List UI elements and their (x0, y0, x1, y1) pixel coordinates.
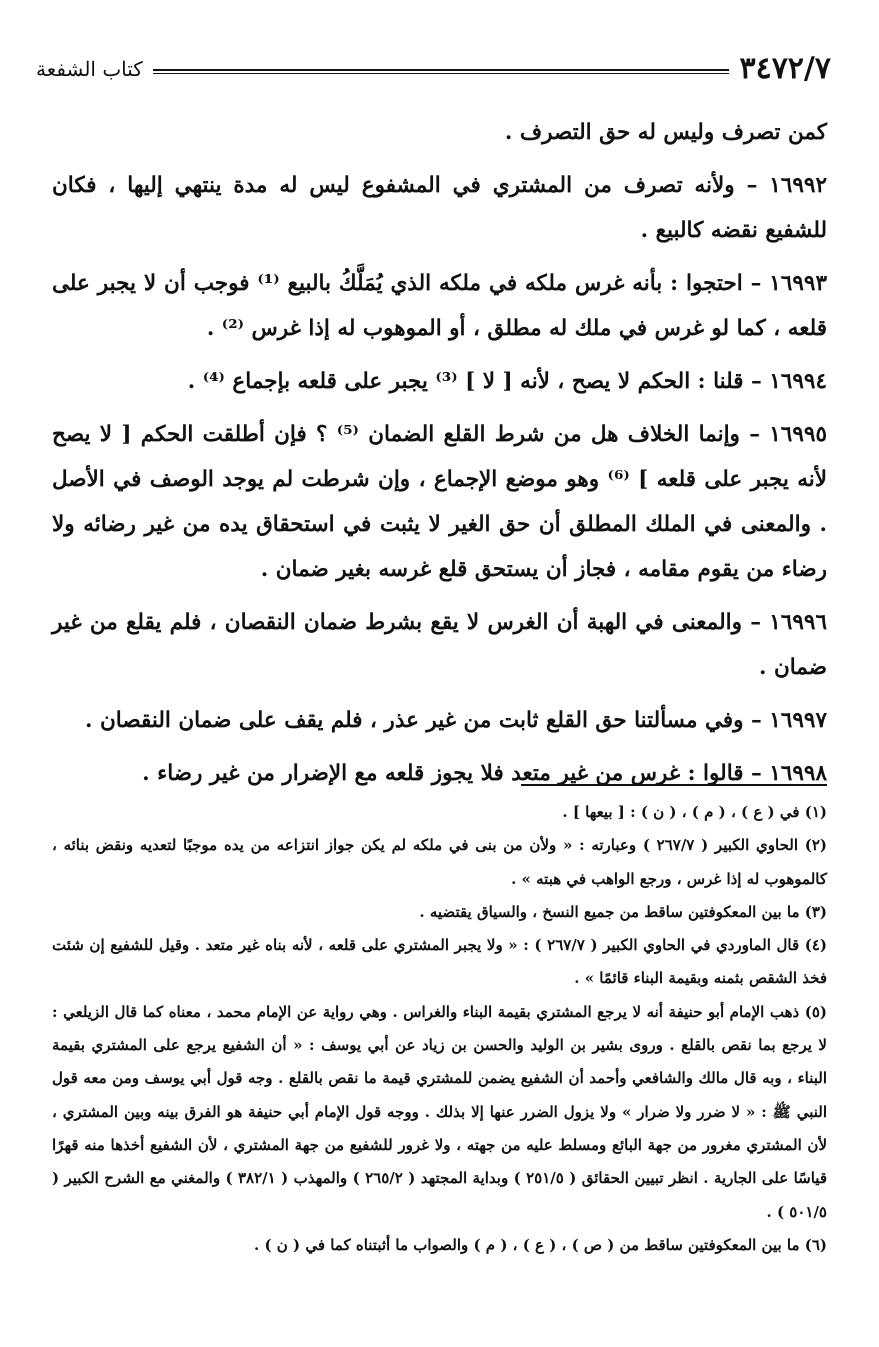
footnote-2: (٢) الحاوي الكبير ( ٢٦٧/٧ ) وعبارته : « ولأن من بنى في ملكه لم يكن جواز انتزاعه من يده موجبًا لتعديه ونقض بنائه ، كالموهوب له إذا غرس ، ورجع الواهب في هبته » . (52, 836, 827, 888)
footnotes (52, 796, 827, 1262)
page-header (36, 52, 831, 86)
paragraph-text: – احتجوا : بأنه غرس ملكه في ملكه الذي يُمَلَّكُ بالبيع ⁽¹⁾ فوجب أن لا يجبر على قلعه ، كما لو غرس في ملك له مطلق ، أو الموهوب له إذا غرس ⁽²⁾ . (52, 271, 827, 341)
paragraph-16995 (52, 412, 827, 592)
paragraph-text: – وإنما الخلاف هل من شرط القلع الضمان ⁽⁵⁾ ؟ فإن أطلقت الحكم [ لا يصح لأنه يجبر على قلعه ] ⁽⁶⁾ وهو موضع الإجماع ، وإن شرطت لم يوجد الوصف في الأصل . والمعنى في الملك المطلق أن حق الغير لا يثبت في استحقاق يده من غير رضائه ولا رضاء من يقوم مقامه ، فجاز أن يستحق قلع غرسه بغير ضمان . (52, 422, 827, 582)
paragraph-text: – ولأنه تصرف من المشتري في المشفوع ليس له مدة ينتهي إليها ، فكان للشفيع نقضه كالبيع . (52, 173, 827, 243)
paragraph-16993 (52, 261, 827, 351)
paragraph-number: ١٦٩٩٧ (769, 708, 827, 733)
main-text (52, 110, 827, 804)
paragraph-text: – قالوا : غرس من غير متعد فلا يجوز قلعه مع الإضرار من غير رضاء . (142, 761, 770, 786)
intro-paragraph: كمن تصرف وليس له حق التصرف . (504, 120, 827, 145)
footnote-separator (521, 784, 827, 786)
paragraph-number: ١٦٩٩٨ (769, 761, 827, 786)
header-rule (153, 69, 730, 74)
paragraph-16992 (52, 163, 827, 253)
paragraph-number: ١٦٩٩٢ (769, 173, 827, 198)
paragraph-number: ١٦٩٩٥ (769, 422, 827, 447)
footnote-6: (٦) ما بين المعكوفتين ساقط من ( ص ) ، ( ع ) ، ( م ) والصواب ما أثبتناه كما في ( ن ) . (254, 1235, 827, 1254)
paragraph-16994 (52, 359, 827, 404)
footnote-5: (٥) ذهب الإمام أبو حنيفة أنه لا يرجع المشتري بقيمة البناء والغراس . وهي رواية عن الإمام محمد ، معناه كما قال الزيلعي : لا يرجع بما نقص بالقلع . وروى بشير بن الوليد والحسن بن زياد عن أبي يوسف : « أن الشفيع يرجع على المشتري بقيمة البناء ، وبه قال مالك والشافعي وأحمد أن الشفيع يضمن للمشتري قيمة ما نقص بالقلع . وجه قول أبي يوسف ومن معه قول النبي ﷺ : « لا ضرر ولا ضرار » ولا يزول الضرر عنها إلا بذلك . ووجه قول الإمام أبي حنيفة هو الفرق بينه وبين المشتري ، لأن المشتري مغرور من جهة البائع ومسلط عليه من جهته ، ولا غرور للشفيع من جهة المشتري ، لأن الشفيع أخذها منه قهرًا قياسًا على الجارية . انظر تبيين الحقائق ( ٢٥١/٥ ) وبداية المجتهد ( ٢٦٥/٢ ) والمهذب ( ٣٨٢/١ ) والمغني مع الشرح الكبير ( ٥٠١/٥ ) . (52, 1002, 827, 1221)
paragraph-text: – وفي مسألتنا حق القلع ثابت من غير عذر ، فلم يقف على ضمان النقصان . (85, 708, 770, 733)
paragraph-text: – قلنا : الحكم لا يصح ، لأنه [ لا ] ⁽³⁾ يجبر على قلعه بإجماع ⁽⁴⁾ . (187, 369, 770, 394)
paragraph-number: ١٦٩٩٤ (769, 369, 827, 394)
page-number: ٣٤٧٢/٧ (739, 51, 831, 86)
footnote-3: (٣) ما بين المعكوفتين ساقط من جميع النسخ ، والسياق يقتضيه . (419, 902, 827, 921)
paragraph-16996 (52, 600, 827, 690)
paragraph-number: ١٦٩٩٣ (769, 271, 827, 296)
paragraph-text: – والمعنى في الهبة أن الغرس لا يقع بشرط ضمان النقصان ، فلم يقلع من غير ضمان . (52, 610, 827, 680)
footnote-4: (٤) قال الماوردي في الحاوي الكبير ( ٢٦٧/٧ ) : « ولا يجبر المشتري على قلعه ، لأنه بناه غير متعد . وقيل للشفيع إن شئت فخذ الشقص بثمنه وبقيمة البناء قائمًا » . (52, 936, 827, 988)
footnote-1: (١) في ( ع ) ، ( م ) ، ( ن ) : [ بيعها ] . (562, 803, 827, 821)
paragraph-number: ١٦٩٩٦ (769, 610, 827, 635)
paragraph-16997 (52, 698, 827, 743)
book-title: كتاب الشفعة (36, 57, 143, 81)
paragraph-16998 (52, 751, 827, 796)
